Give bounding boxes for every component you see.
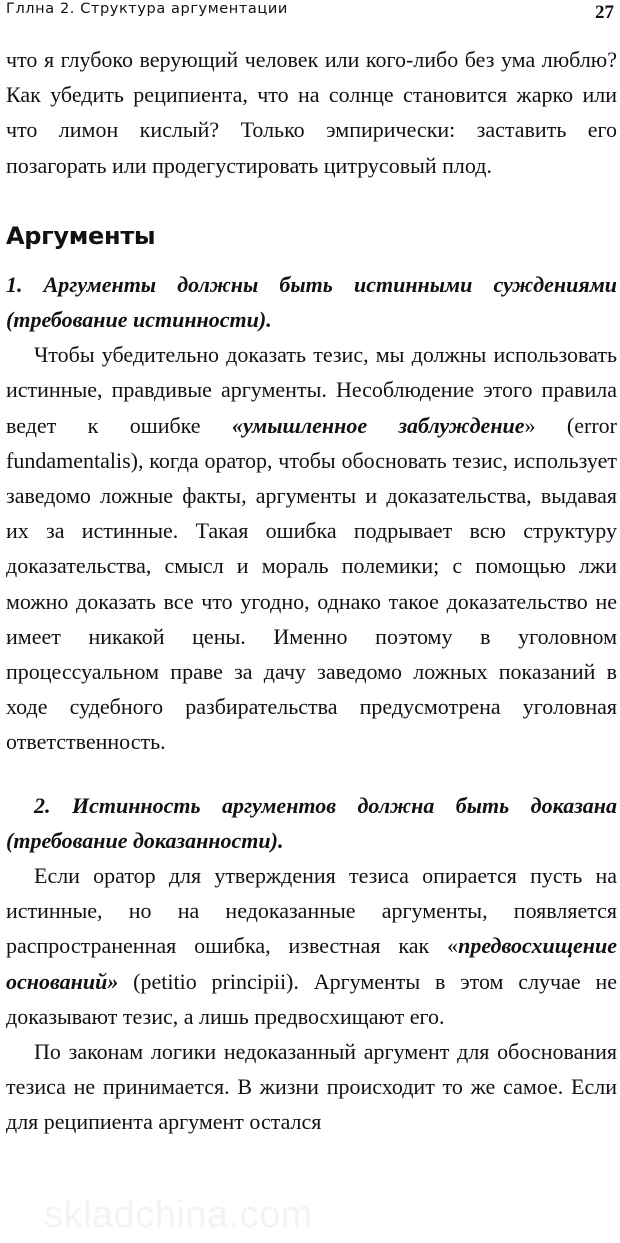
section-heading: Аргументы xyxy=(6,221,156,250)
rule-2-title: 2. Истинность аргументов должна быть доказана (требование доказанности). xyxy=(6,792,617,853)
rule-2-paragraph xyxy=(6,858,617,1034)
running-title: Гллна 2. Структура аргументации xyxy=(6,1,288,17)
rule-1-term: «умышленное заблуждение xyxy=(231,412,525,438)
rule-2-text-after: (petitio principii). Аргументы в этом случае не доказывают тезис, а лишь предвосхищают его. xyxy=(6,968,617,1029)
rule-2-text-before: Если оратор для утверждения тезиса опирается пусть на истинные, но на недоказанные аргументы, появляется распространенная ошибка, известная как « xyxy=(6,863,617,959)
rule-2-paragraph-2: По законам логики недоказанный аргумент для обоснования тезиса не принимается. В жизни происходит то же самое. Если для реципиента аргумент остался xyxy=(6,1039,617,1135)
page-content xyxy=(6,42,617,1140)
rule-1-title: 1. Аргументы должны быть истинными суждениями (требование истинности). xyxy=(6,271,617,333)
rule-2-term: предвосхищение оснований» xyxy=(6,933,617,994)
page-number: 27 xyxy=(595,2,614,23)
rule-1-paragraph xyxy=(6,337,617,759)
watermark: skladchina.com xyxy=(44,1194,313,1236)
rule-1-text-after: » (error fundamentalis), когда оратор, чтобы обосновать тезис, использует заведомо ложные факты, аргументы и доказательства, выдавая их за истинные. Такая ошибка подрывает всю структуру доказательства, смысл и мораль полемики; с помощью лжи можно доказать все что угодно, однако такое доказательство не имеет никакой цены. Именно поэтому в уголовном процессуальном праве за дачу заведомо ложных показаний в ходе судебного разбирательства предусмотрена уголовная ответственность. xyxy=(6,412,617,755)
intro-paragraph: что я глубоко верующий человек или кого-либо без ума люблю? Как убедить реципиента, что на солнце становится жарко или что лимон кислый? Только эмпирически: заставить его позагорать или продегустировать цитрусовый плод. xyxy=(6,47,617,178)
rule-1-text-before: Чтобы убедительно доказать тезис, мы должны использовать истинные, правдивые аргументы. Несоблюдение этого правила ведет к ошибке xyxy=(6,342,617,438)
page-header xyxy=(6,0,614,26)
